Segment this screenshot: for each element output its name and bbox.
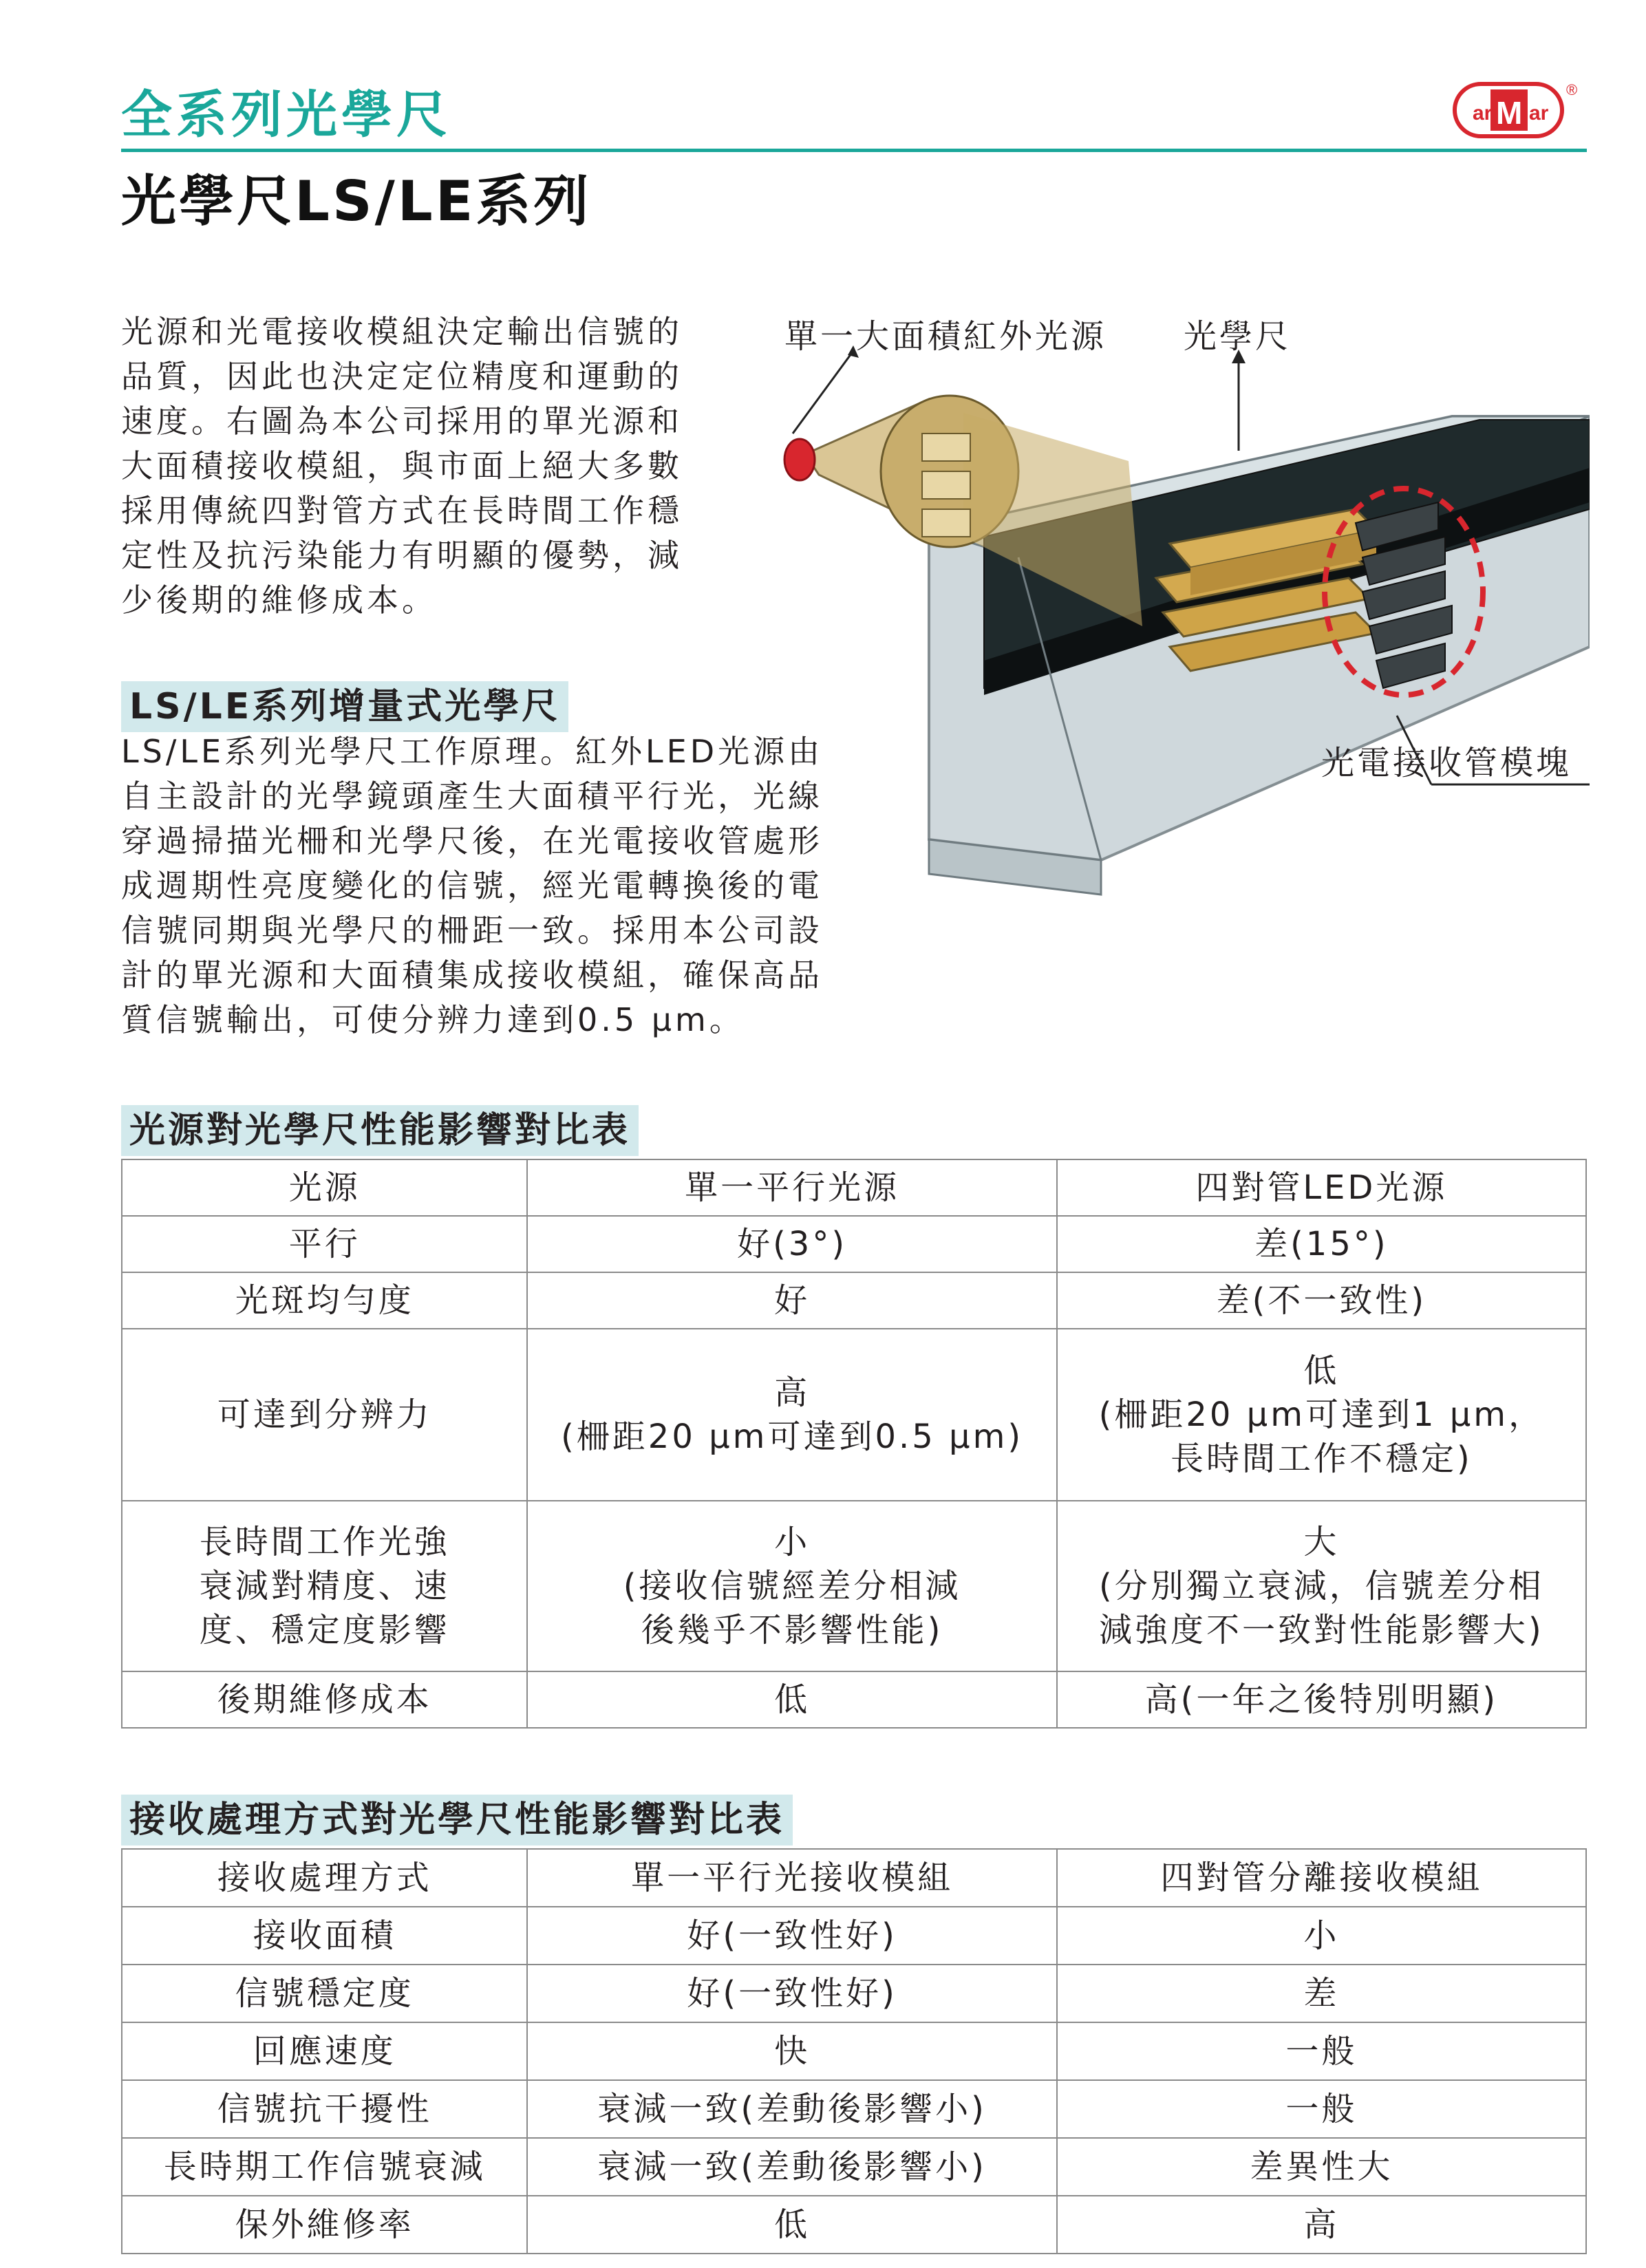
table-cell: 一般 [1057, 2022, 1586, 2080]
table-cell: 衰減一致(差動後影響小) [527, 2080, 1056, 2138]
table-cell: 好(一致性好) [527, 1907, 1056, 1965]
table-header-cell: 四對管分離接收模組 [1057, 1849, 1586, 1907]
table1-heading: 光源對光學尺性能影響對比表 [121, 1105, 639, 1156]
intro-line: 品質，因此也決定定位精度和運動的 [121, 358, 683, 395]
intro-line: 速度。右圖為本公司採用的單光源和 [121, 403, 683, 440]
table-row [122, 1216, 1586, 1272]
ls-le-line: 質信號輸出，可使分辨力達到0.5 µm。 [121, 1001, 745, 1038]
table-header-cell: 單一平行光接收模組 [527, 1849, 1056, 1907]
ls-le-line: 信號同期與光學尺的柵距一致。採用本公司設 [121, 912, 823, 949]
optical-scale-illustration [757, 303, 1590, 922]
logo-text-mid: M [1496, 95, 1523, 131]
ir-light-source-icon [784, 439, 815, 480]
light-source-comparison-table [121, 1159, 1587, 1729]
table-cell: 差 [1057, 1965, 1586, 2022]
table-row [122, 1329, 1586, 1501]
table-cell: 差(15°) [1057, 1216, 1586, 1272]
table-cell: 長時期工作信號衰減 [122, 2138, 527, 2196]
logo-text-left: ar [1473, 102, 1493, 125]
table-header-cell: 接收處理方式 [122, 1849, 527, 1907]
table-row [122, 2022, 1586, 2080]
section-heading-ls-le: LS/LE系列增量式光學尺 [121, 681, 568, 732]
table-cell: 小 [1057, 1907, 1586, 1965]
table-row [122, 1671, 1586, 1728]
table-cell: 低 [527, 1671, 1056, 1728]
receiver-comparison-table [121, 1848, 1587, 2254]
table-cell: 信號抗干擾性 [122, 2080, 527, 2138]
table-cell: 差異性大 [1057, 2138, 1586, 2196]
table-header-cell: 單一平行光源 [527, 1159, 1056, 1216]
table-cell: 好(3°) [527, 1216, 1056, 1272]
table-row [122, 1272, 1586, 1329]
label-optical-scale: 光學尺 [1184, 317, 1292, 356]
table-header-cell: 光源 [122, 1159, 527, 1216]
ls-le-line: 成週期性亮度變化的信號，經光電轉換後的電 [121, 867, 823, 904]
table-header-row [122, 1159, 1586, 1216]
intro-line: 少後期的維修成本。 [121, 581, 437, 619]
table-cell: 高(一年之後特別明顯) [1057, 1671, 1586, 1728]
table-cell: 好 [527, 1272, 1056, 1329]
table-cell: 好(一致性好) [527, 1965, 1056, 2022]
intro-line: 定性及抗污染能力有明顯的優勢，減 [121, 537, 683, 574]
table-row [122, 1907, 1586, 1965]
table-cell: 高 [1057, 2196, 1586, 2254]
table-cell: 長時間工作光強 衰減對精度、速 度、穩定度影響 [122, 1501, 527, 1671]
series-title: 全系列光學尺 [121, 85, 451, 145]
table-cell: 差(不一致性) [1057, 1272, 1586, 1329]
intro-line: 採用傳統四對管方式在長時間工作穩 [121, 492, 683, 529]
optical-scale-diagram [757, 303, 1590, 922]
table-cell: 接收面積 [122, 1907, 527, 1965]
table-cell: 衰減一致(差動後影響小) [527, 2138, 1056, 2196]
table-row [122, 1965, 1586, 2022]
ls-le-paragraph [121, 729, 851, 1042]
table-cell: 小 (接收信號經差分相減 後幾乎不影響性能) [527, 1501, 1056, 1671]
table-cell: 大 (分別獨立衰減，信號差分相 減強度不一致對性能影響大) [1057, 1501, 1586, 1671]
table-cell: 一般 [1057, 2080, 1586, 2138]
table-cell: 平行 [122, 1216, 527, 1272]
table-row [122, 2138, 1586, 2196]
logo-registered-mark: ® [1566, 81, 1578, 98]
table-cell: 快 [527, 2022, 1056, 2080]
ls-le-line: LS/LE系列光學尺工作原理。紅外LED光源由 [121, 733, 824, 770]
brand-logo [1452, 77, 1583, 140]
table-cell: 低 [527, 2196, 1056, 2254]
table-header-row [122, 1849, 1586, 1907]
table-cell: 信號穩定度 [122, 1965, 527, 2022]
table-cell: 後期維修成本 [122, 1671, 527, 1728]
page-title: 光學尺LS/LE系列 [121, 169, 592, 233]
label-light-source: 單一大面積紅外光源 [784, 317, 1107, 356]
ls-le-line: 自主設計的光學鏡頭產生大面積平行光，光線 [121, 778, 823, 815]
table-cell: 高 (柵距20 µm可達到0.5 µm) [527, 1329, 1056, 1501]
table-row [122, 1501, 1586, 1671]
ls-le-line: 計的單光源和大面積集成接收模組，確保高品 [121, 956, 823, 994]
title-divider [121, 149, 1587, 152]
intro-paragraph [121, 310, 713, 623]
logo-text-right: ar [1529, 102, 1549, 125]
intro-line: 大面積接收模組，與市面上絕大多數 [121, 447, 683, 484]
table2-heading: 接收處理方式對光學尺性能影響對比表 [121, 1795, 793, 1846]
table-row [122, 2196, 1586, 2254]
table-cell: 光斑均勻度 [122, 1272, 527, 1329]
ls-le-line: 穿過掃描光柵和光學尺後，在光電接收管處形 [121, 822, 823, 859]
table-header-cell: 四對管LED光源 [1057, 1159, 1586, 1216]
label-receiver-module: 光電接收管模塊 [1321, 744, 1572, 782]
table-cell: 可達到分辨力 [122, 1329, 527, 1501]
intro-line: 光源和光電接收模組決定輸出信號的 [121, 313, 683, 350]
table-cell: 保外維修率 [122, 2196, 527, 2254]
table-row [122, 2080, 1586, 2138]
table-cell: 低 (柵距20 µm可達到1 µm， 長時間工作不穩定) [1057, 1329, 1586, 1501]
table-cell: 回應速度 [122, 2022, 527, 2080]
